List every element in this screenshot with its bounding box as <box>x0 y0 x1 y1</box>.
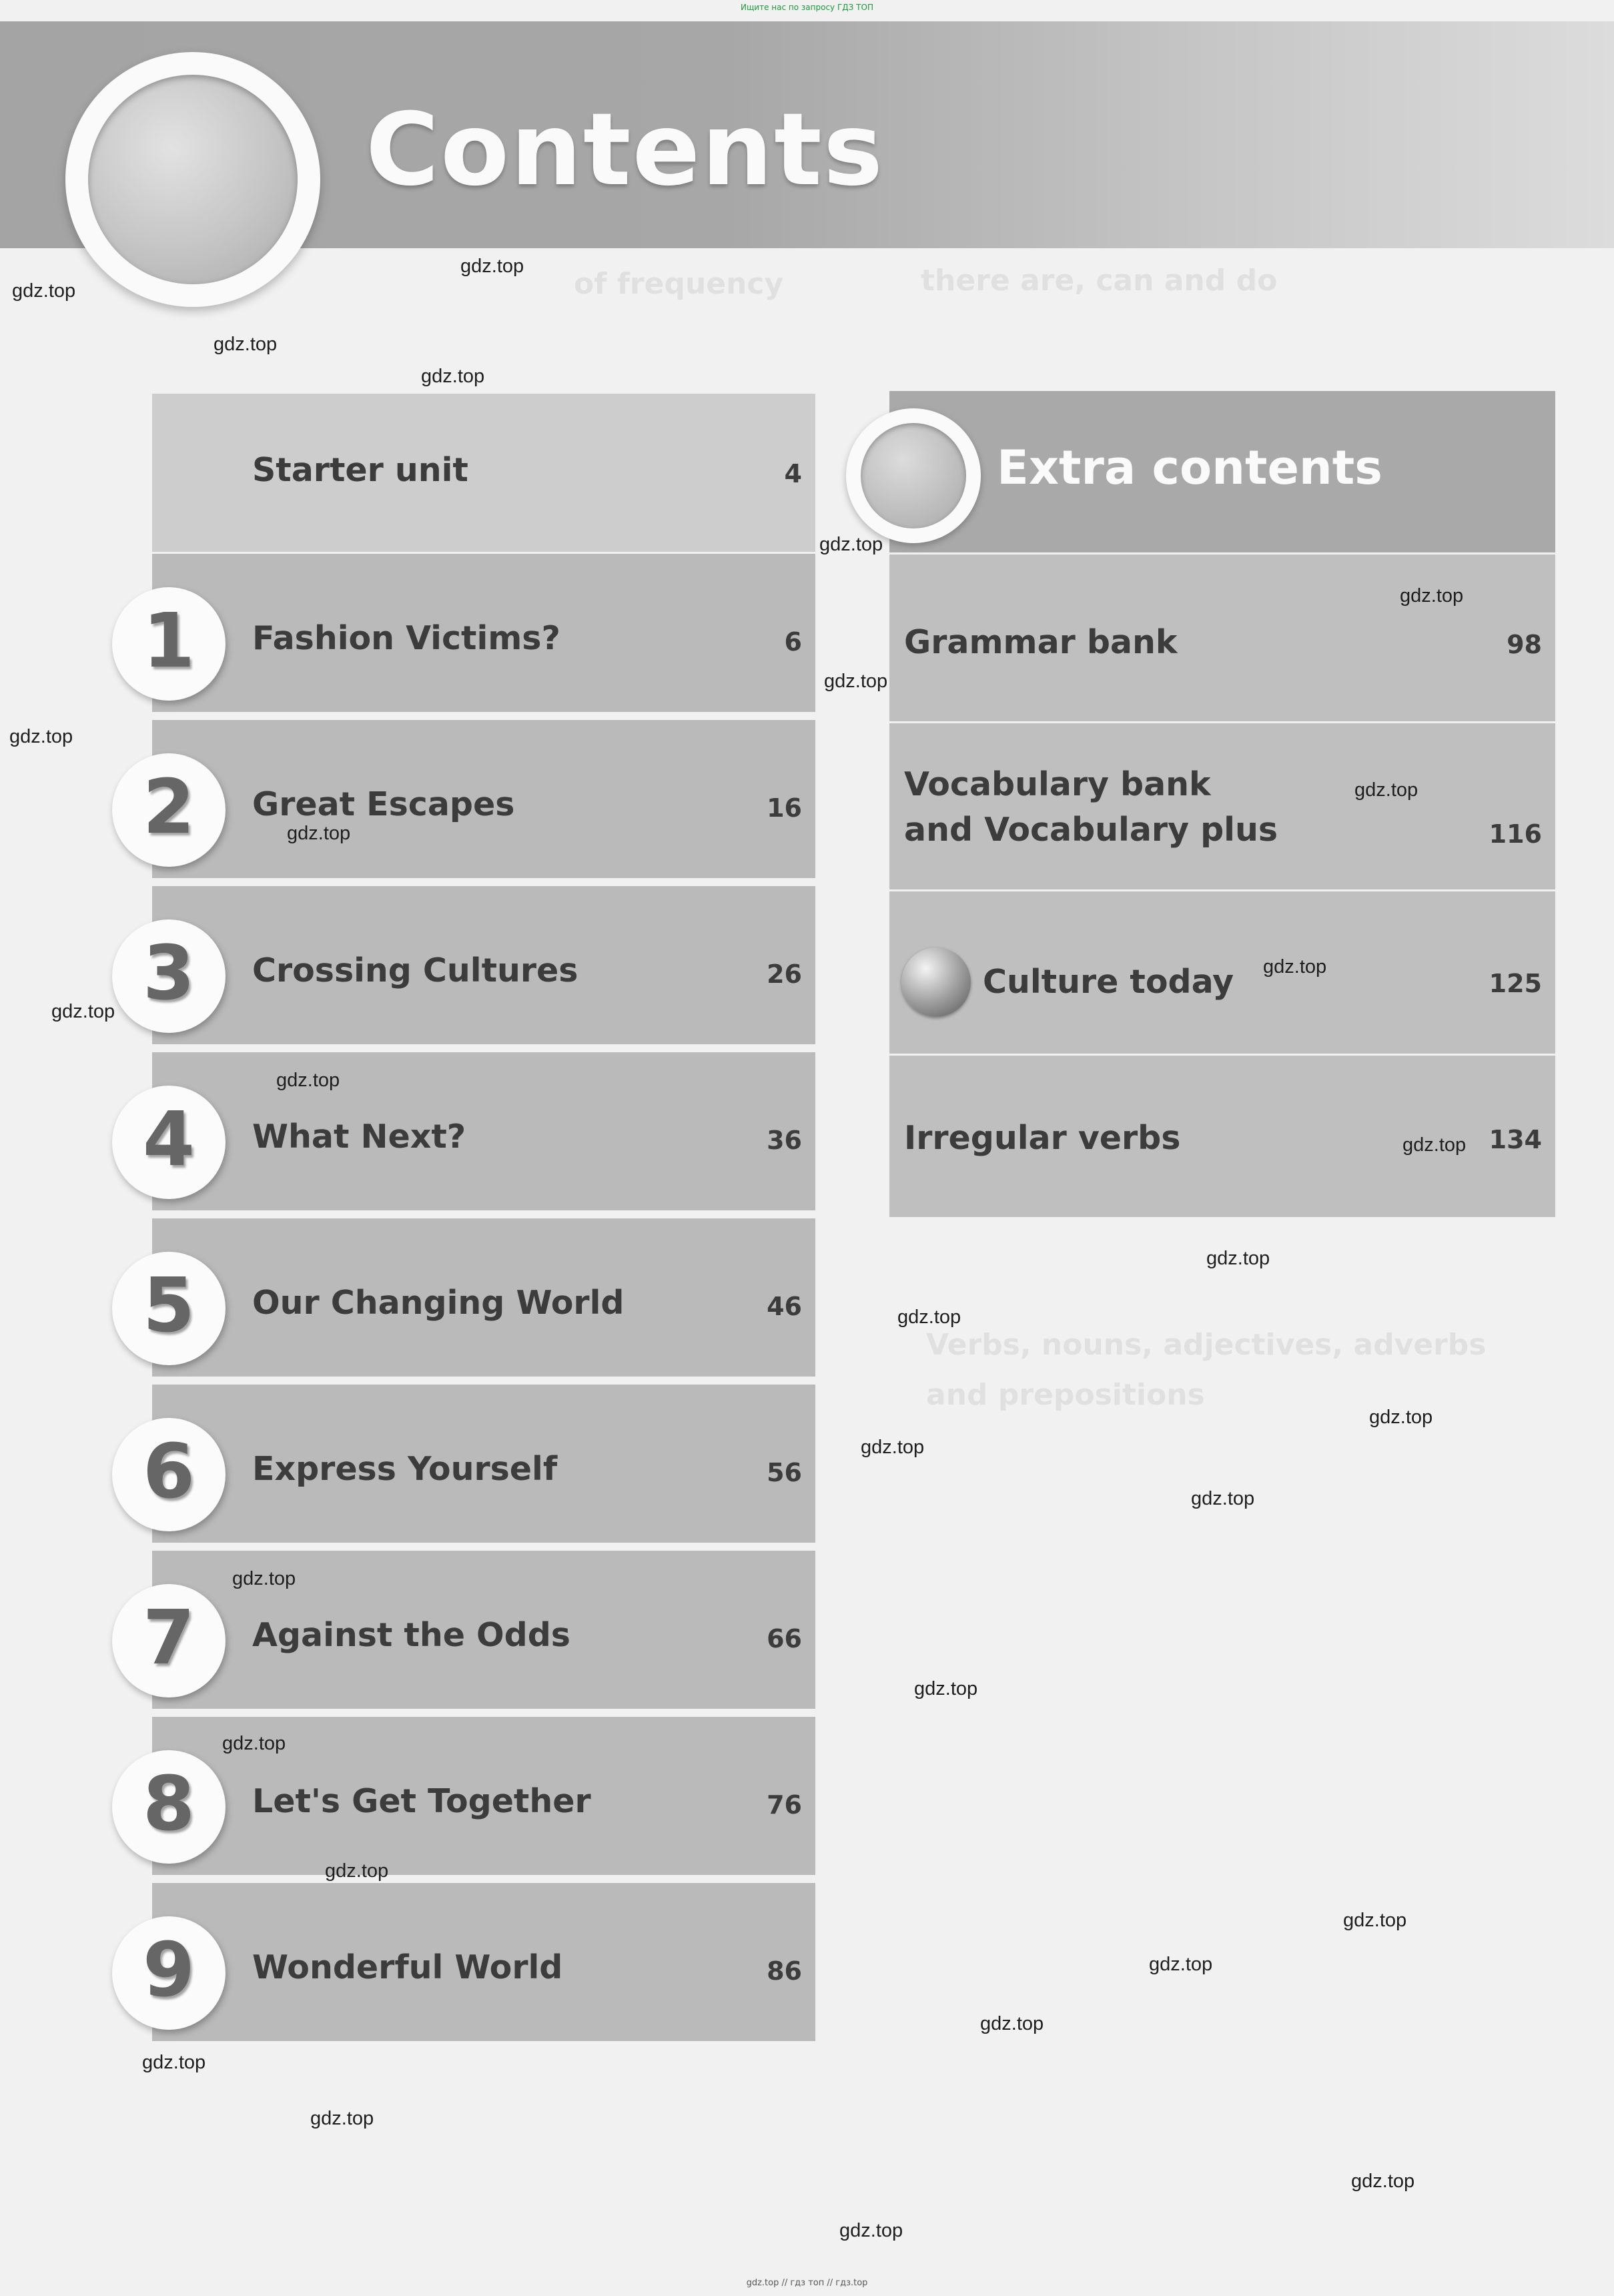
unit-number-badge <box>112 1584 226 1697</box>
unit-title: What Next? <box>252 1118 466 1156</box>
watermark: gdz.top <box>1351 2171 1415 2192</box>
unit-page: 56 <box>767 1458 802 1487</box>
extra-item-page: 125 <box>1489 969 1542 998</box>
watermark: gdz.top <box>214 334 278 355</box>
watermark: gdz.top <box>824 671 888 692</box>
watermark: gdz.top <box>897 1306 961 1328</box>
unit-page: 4 <box>784 459 802 488</box>
unit-page: 26 <box>767 960 802 989</box>
unit-number: 8 <box>143 1761 195 1848</box>
watermark: gdz.top <box>1191 1488 1255 1509</box>
unit-page: 46 <box>767 1292 802 1321</box>
unit-number: 1 <box>143 598 195 685</box>
ghost-heading: there are, can and do <box>921 264 1278 298</box>
extra-row-grammar-bank[interactable] <box>889 552 1555 721</box>
unit-number-badge <box>112 753 226 867</box>
extra-item-page: 134 <box>1489 1125 1542 1154</box>
watermark: gdz.top <box>12 280 76 302</box>
watermark: gdz.top <box>276 1070 340 1091</box>
extra-item-title-line2: and Vocabulary plus <box>904 811 1278 849</box>
watermark: gdz.top <box>980 2013 1044 2034</box>
watermark: gdz.top <box>1400 585 1464 607</box>
extra-item-title: Grammar bank <box>904 623 1178 661</box>
unit-page: 86 <box>767 1956 802 1986</box>
watermark: gdz.top <box>325 1860 389 1882</box>
unit-title: Wonderful World <box>252 1948 563 1986</box>
unit-number: 3 <box>143 930 195 1017</box>
extra-item-page: 98 <box>1507 630 1542 659</box>
unit-number-badge <box>112 1916 226 2030</box>
watermark: gdz.top <box>222 1733 286 1754</box>
watermark: gdz.top <box>310 2108 374 2129</box>
extra-ring-decoration <box>846 408 981 543</box>
watermark: gdz.top <box>914 1678 978 1699</box>
watermark: gdz.top <box>1263 956 1327 978</box>
unit-number-badge <box>112 1086 226 1199</box>
watermark: gdz.top <box>1149 1954 1213 1975</box>
watermark: gdz.top <box>142 2052 206 2073</box>
toc-row-unit-9[interactable] <box>152 1883 815 2043</box>
unit-number: 9 <box>143 1927 195 2014</box>
watermark: gdz.top <box>1369 1407 1433 1428</box>
unit-number-badge <box>112 1252 226 1365</box>
unit-number: 5 <box>143 1262 195 1349</box>
extra-contents-title: Extra contents <box>997 440 1382 495</box>
toc-row-starter[interactable] <box>152 394 815 554</box>
header-note: Ищите нас по запросу ГДЗ ТОП <box>741 3 873 12</box>
unit-page: 36 <box>767 1126 802 1155</box>
unit-title: Express Yourself <box>252 1450 558 1488</box>
extra-item-title: Irregular verbs <box>904 1119 1181 1157</box>
unit-number: 7 <box>143 1595 195 1681</box>
watermark: gdz.top <box>460 256 524 277</box>
unit-title: Fashion Victims? <box>252 619 560 657</box>
unit-number: 6 <box>143 1429 195 1515</box>
watermark: gdz.top <box>1206 1248 1270 1269</box>
watermark: gdz.top <box>421 366 485 387</box>
extra-item-title: Culture today <box>983 963 1234 1001</box>
unit-number: 4 <box>143 1096 195 1183</box>
unit-title: Against the Odds <box>252 1616 570 1654</box>
unit-page: 66 <box>767 1624 802 1653</box>
toc-row-unit-4[interactable] <box>152 1052 815 1212</box>
title-ring-decoration <box>65 52 320 307</box>
extra-item-page: 116 <box>1489 819 1542 849</box>
ghost-heading: Verbs, nouns, adjectives, adverbs <box>926 1328 1487 1362</box>
extra-row-culture-today[interactable] <box>889 889 1555 1054</box>
watermark: gdz.top <box>1354 779 1419 801</box>
unit-page: 76 <box>767 1790 802 1820</box>
unit-page: 16 <box>767 793 802 823</box>
toc-row-unit-6[interactable] <box>152 1385 815 1545</box>
unit-title: Great Escapes <box>252 785 515 823</box>
unit-number-badge <box>112 587 226 701</box>
unit-title: Our Changing World <box>252 1284 625 1322</box>
toc-row-unit-1[interactable] <box>152 554 815 714</box>
unit-title: Let's Get Together <box>252 1782 591 1820</box>
watermark: gdz.top <box>51 1001 115 1022</box>
watermark: gdz.top <box>9 726 73 747</box>
toc-row-unit-2[interactable] <box>152 720 815 880</box>
watermark: gdz.top <box>861 1437 925 1458</box>
unit-number-badge <box>112 1750 226 1864</box>
unit-number-badge <box>112 919 226 1033</box>
toc-row-unit-3[interactable] <box>152 886 815 1046</box>
extra-row-vocabulary-bank[interactable] <box>889 721 1555 889</box>
unit-number-badge <box>112 1418 226 1531</box>
watermark: gdz.top <box>819 534 883 555</box>
ghost-heading: of frequency <box>574 267 784 301</box>
ghost-heading: and prepositions <box>926 1378 1205 1412</box>
footer-note: gdz.top // гдз топ // гдз.top <box>746 2278 868 2288</box>
watermark: gdz.top <box>1402 1134 1467 1156</box>
watermark: gdz.top <box>232 1568 296 1589</box>
unit-title: Starter unit <box>252 451 468 489</box>
unit-number: 2 <box>143 764 195 851</box>
unit-title: Crossing Cultures <box>252 951 578 990</box>
page-title: Contents <box>366 92 885 208</box>
watermark: gdz.top <box>1343 1910 1407 1931</box>
watermark: gdz.top <box>839 2220 903 2241</box>
extra-item-title-line1: Vocabulary bank <box>904 765 1211 803</box>
watermark: gdz.top <box>287 823 351 844</box>
toc-row-unit-5[interactable] <box>152 1218 815 1379</box>
globe-icon <box>901 947 971 1017</box>
unit-page: 6 <box>784 627 802 657</box>
